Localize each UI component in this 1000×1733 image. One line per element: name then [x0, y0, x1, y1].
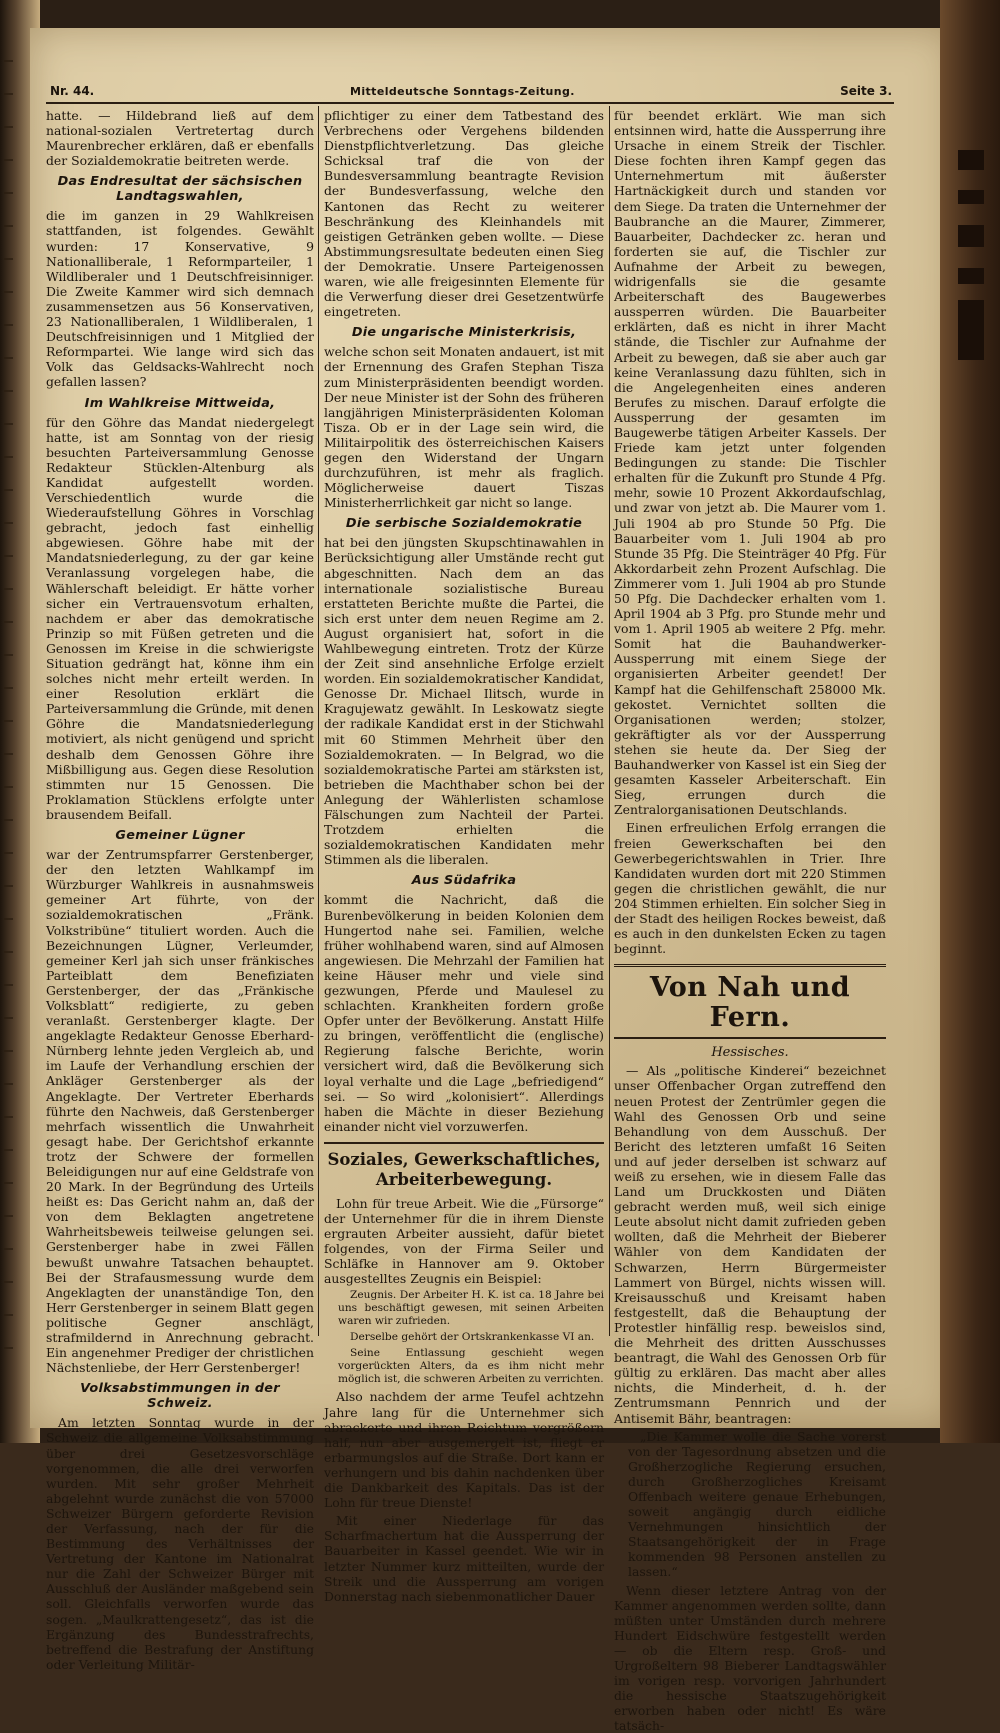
- column-1: [46, 108, 314, 1672]
- paragraph: war der Zentrumspfarrer Gerstenberger, der den letzten Wahlkampf im Würzburger Wahlkreis in ausnahmsweis gemeiner Art führte, von der sozialdemokratischen „Fränk. Volkstribüne“ tituliert worden. Auch die Bezeichnungen Lügner, Verleumder, gemeiner Kerl jah sich unser fränkisches Parteiblatt dem Benefiziaten Gerstenberger, der das „Fränkische Volksblatt“ redigierte, zu geben veranlaßt. Gerstenberger klagte. Der angeklagte Redakteur Genosse Eberhard-Nürnberg lehnte jeden Vergleich ab, und im Laufe der Verhandlung erschien der Ankläger Gerstenberger als der Angeklagte. Der Vertreter Eberhards führte den Nachweis, daß Gerstenberger mehrfach wissentlich die Unwahrheit gesagt habe. Der Gerichtshof erkannte trotz der Schwere der formellen Beleidigungen nur auf eine Geldstrafe von 20 Mark. In der Begründung des Urteils heißt es: Das Gericht nahm an, daß der von dem Beklagten angetretene Wahrheitsbeweis teilweise gelungen sei. Gerstenberger habe in zwei Fällen bewußt unwahre Tatsachen behauptet. Bei der Strafausmessung wurde dem Angeklagten der unanständige Ton, den Herr Gerstenberger in seinem Blatt gegen politische Gegner anschlägt, strafmildernd in Anrechnung gebracht. Ein angenehmer Prediger der christlichen Nächstenliebe, der Herr Gerstenberger!: [46, 847, 314, 1376]
- binding-mark: [4, 489, 13, 491]
- certificate-line: Seine Entlassung geschieht wegen vorgerückten Alters, da es ihm nicht mehr möglich ist, die schweren Arbeiten zu verrichten.: [338, 1347, 604, 1386]
- binding-mark: [4, 357, 13, 359]
- binding-mark: [4, 588, 13, 590]
- headline-saxon-elections: Das Endresultat der sächsischen Landtagswahlen,: [57, 174, 303, 205]
- binding-mark: [4, 1281, 13, 1283]
- headline-serbian-social-democracy: Die serbische Sozialdemokratie: [345, 516, 583, 532]
- binding-mark: [4, 522, 13, 524]
- binding-mark: [4, 192, 13, 194]
- binding-mark: [4, 819, 13, 821]
- binding-mark: [4, 1347, 13, 1349]
- binding-mark: [4, 1116, 13, 1118]
- column-3: [614, 108, 886, 1733]
- quote-text: „Die Kammer wolle die Sache vorerst von der Tagesordnung absetzen und die Großherzogliche Regierung ersuchen, durch Großherzogliches Kreisamt Offenbach weitere genaue Erhebungen, soweit angängig durch eidliche Vernehmungen hinsichtlich der Staatsangehörigkeit der in Frage kommenden 98 Personen anstellen zu lassen.“: [628, 1428, 886, 1580]
- binding-mark: [4, 1215, 13, 1217]
- binding-mark: [4, 390, 13, 392]
- binding-mark: [4, 687, 13, 689]
- binding-mark: [4, 324, 13, 326]
- binding-mark: [4, 720, 13, 722]
- binding-mark: [4, 93, 13, 95]
- headline-south-africa: Aus Südafrika: [411, 873, 517, 889]
- paragraph: Am letzten Sonntag wurde in der Schweiz die allgemeine Volksabstimmung über drei Gesetzesvorschläge vorgenommen, die alle drei verworfen wurden. Mit sehr großer Mehrheit abgelehnt wurde zunächst die von 57000 Schweizer Bürgern geforderte Revision der Verfassung, nach der für die Bestimmung des Verhältnisses der Vertretung der Kantone im Nationalrat nur die Zahl der Schweizer Bürger mit Ausschluß der Ausländer maßgebend sein soll. Gleichfalls verworfen wurde das sogen. „Maulkrattengesetz“, das ist die Ergänzung des Bundesstrafrechts, betreffend die Bestrafung der Anstiftung oder Verleitung Militär-: [46, 1415, 314, 1672]
- motion-quote: [628, 1429, 886, 1580]
- page-header: [50, 84, 892, 100]
- binding-mark: [4, 1083, 13, 1085]
- paragraph: welche schon seit Monaten andauert, ist mit der Ernennung des Grafen Stephan Tisza zum Ministerpräsidenten beendigt worden. Der neue Minister ist der Sohn des früheren langjährigen Ministerpräsidenten Koloman Tisza. Ob er in der Lage sein wird, die Militairpolitik des österreichischen Kaisers gegen den Widerstand der Ungarn durchzuführen, ist mehr als fraglich. Möglicherweise dauert Tiszas Ministerherrlichkeit gar nicht so lange.: [324, 344, 604, 511]
- headline-liar: Gemeiner Lügner: [115, 828, 245, 844]
- adjacent-page-edge: [940, 0, 1000, 1443]
- certificate-line: Zeugnis. Der Arbeiter H. K. ist ca. 18 Jahre bei uns beschäftigt gewesen, mit seinen Arbeiten waren wir zufrieden.: [338, 1289, 604, 1328]
- binding-mark: [4, 852, 13, 854]
- paragraph: die im ganzen in 29 Wahlkreisen stattfanden, ist folgendes. Gewählt wurden: 17 Konservative, 9 Nationalliberale, 1 Reformparteiler, 1 Wildliberaler und 1 Deutschfreisinniger. Die Zweite Kammer wird sich demnach zusammensetzen aus 56 Konservativen, 23 Nationalliberalen, 1 Wildliberalen, 1 Deutschfreisinnigen und 1 Mitglied der Reformpartei. Wie lange wird sich das Volk das Geldsacks-Wahlrecht noch gefallen lassen?: [46, 208, 314, 390]
- binding-mark: [4, 1017, 13, 1019]
- column-2: [324, 108, 604, 1604]
- binding-mark: [4, 126, 13, 128]
- headline-swiss-referendum: Volksabstimmungen in der Schweiz.: [80, 1381, 280, 1412]
- binding-mark: [4, 423, 13, 425]
- binding-mark: [4, 654, 13, 656]
- binding-mark: [4, 1314, 13, 1316]
- newspaper-name: Mitteldeutsche Sonntags-Zeitung.: [350, 85, 575, 98]
- binding-mark: [4, 1050, 13, 1052]
- binding-mark: [4, 984, 13, 986]
- subsection-hessian: Hessisches.: [711, 1045, 789, 1061]
- binding-mark: [4, 225, 13, 227]
- binding-mark: [4, 159, 13, 161]
- paragraph: Lohn für treue Arbeit. Wie die „Fürsorge“ der Unternehmer für die in ihrem Dienste ergrauten Arbeiter aussieht, dafür bietet folgendes, von der Firma Seiler und Schläfke in Hannover am 9. Oktober ausgestelltes Zeugnis ein Beispiel:: [324, 1195, 604, 1287]
- section-title-labour: Soziales, Gewerkschaftliches, Arbeiterbewegung.: [324, 1142, 604, 1190]
- page-number: Seite 3.: [840, 84, 892, 98]
- binding-mark: [4, 786, 13, 788]
- binding-mark: [4, 885, 13, 887]
- paragraph: Mit einer Niederlage für das Scharfmachertum hat die Aussperrung der Bauarbeiter in Kassel geendet. Wie wir in letzter Nummer kurz mitteilten, wurde der Streik und die Aussperrung am vorigen Donnerstag nach siebenmonatlicher Dauer: [324, 1513, 604, 1604]
- column-rule-1: [318, 106, 319, 1336]
- paragraph: Einen erfreulichen Erfolg errangen die freien Gewerkschaften bei den Gewerbegerichtswahlen in Trier. Ihre Kandidaten wurden dort mit 220 Stimmen gegen die christlichen gewählt, die nur 204 Stimmen erhielten. Ein solcher Sieg in der Stadt des heiligen Rockes beweist, daß es auch in den dunkelsten Ecken zu tagen beginnt.: [614, 820, 886, 957]
- binding-mark: [4, 291, 13, 293]
- binding-mark: [4, 1248, 13, 1250]
- paragraph: Wenn dieser letztere Antrag von der Kammer angenommen werden sollte, dann müßten unter Umständen durch mehrere Hundert Eidschwüre festgestellt werden — ob die Eltern resp. Groß- und Urgroßeltern 98 Bieberer Landtagswähler im vorigen resp. vorvorigen Jahrhundert die hessische Staatszugehörigkeit erworben haben oder nicht! Es wäre tatsäch-: [614, 1582, 886, 1733]
- binding-mark: [4, 60, 13, 62]
- binding-mark: [4, 621, 13, 623]
- binding-mark: [4, 951, 13, 953]
- certificate-quote: [338, 1289, 604, 1386]
- column-rule-2: [609, 106, 610, 1336]
- binding-mark: [4, 753, 13, 755]
- paragraph: hatte. — Hildebrand ließ auf dem national-sozialen Vertretertag durch Maurenbrecher erklären, daß er ebenfalls der Sozialdemokratie beitreten werde.: [46, 108, 314, 169]
- certificate-line: Derselbe gehört der Ortskrankenkasse VI an.: [350, 1331, 595, 1344]
- section-title-near-far: Von Nah und Fern.: [614, 964, 886, 1039]
- binding-mark: [4, 258, 13, 260]
- issue-number: Nr. 44.: [50, 84, 95, 98]
- binding-mark: [4, 918, 13, 920]
- binding-mark: [4, 555, 13, 557]
- paragraph: für beendet erklärt. Wie man sich entsinnen wird, hatte die Aussperrung ihre Ursache in einem Streik der Tischler. Diese fochten ihren Kampf gegen das Unternehmertum mit äußerster Hartnäckigkeit durch und standen vor dem Siege. Da traten die Unternehmer der Baubranche an die Maurer, Zimmerer, Bauarbeiter, Dachdecker zc. heran und forderten sie auf, die Tischler zur Aufnahme der Arbeit zu bewegen, widrigenfalls sie die gesamte Arbeiterschaft des Baugewerbes aussperren würden. Die Bauarbeiter erklärten, daß es nicht in ihrer Macht stände, die Tischler zur Aufnahme der Arbeit zu bewegen, daß sie aber auch gar keine Veranlassung dazu fühlten, sich in die Angelegenheiten eines anderen Berufes zu mischen. Darauf erfolgte die Aussperrung der gesamten im Baugewerbe tätigen Arbeiter Kassels. Der Friede kam jetzt unter folgenden Bedingungen zu stande: Die Tischler erhalten für die Zukunft pro Stunde 4 Pfg. mehr, sowie 10 Prozent Akkordaufschlag, und zwar von jetzt ab. Die Maurer vom 1. Juli 1904 ab pro Stunde 50 Pfg. Die Bauarbeiter vom 1. Juli 1904 ab pro Stunde 35 Pfg. Die Steinträger 40 Pfg. Für Akkordarbeit zehn Prozent Aufschlag. Die Zimmerer vom 1. Juli 1904 ab pro Stunde 50 Pfg. Die Dachdecker erhalten vom 1. April 1904 ab 3 Pfg. pro Stunde mehr und vom 1. April 1905 ab weitere 2 Pfg. mehr. Somit hat die Bauhandwerker-Aussperrung mit einem Siege der organisierten Arbeiter geendet! Der Kampf hat die Gehilfenschaft 258000 Mk. gekostet. Vernichtet sollten die Organisationen werden; stolzer, gekräftigter als vor der Aussperrung stehen sie heute da. Der Sieg der Bauhandwerker von Kassel ist ein Sieg der gesamten Kasseler Arbeiterschaft. Ein Sieg, errungen durch die Zentralorganisationen Deutschlands.: [614, 108, 886, 818]
- paragraph: pflichtiger zu einer dem Tatbestand des Verbrechens oder Vergehens bildenden Dienstpflichtverletzung. Das gleiche Schicksal traf die von der Bundesversammlung beantragte Revision der Bundesverfassung, welche den Kantonen das Recht zu weiterer Beschränkung des Kleinhandels mit geistigen Getränken geben wollte. — Diese Abstimmungsresultate bedeuten einen Sieg der Demokratie. Unsere Parteigenossen waren, wie alle freigesinnten Elemente für die Verwerfung dieser drei Gesetzentwürfe eingetreten.: [324, 108, 604, 320]
- paragraph: kommt die Nachricht, daß die Burenbevölkerung in beiden Kolonien dem Hungertod nahe sei. Familien, welche früher wohlhabend waren, sind auf Almosen angewiesen. Die Mehrzahl der Familien hat keine Häuser mehr und viele sind gezwungen, Pferde und Maulesel zu schlachten. Krankheiten fordern große Opfer unter der Bevölkerung. Anstatt Hilfe zu bringen, veröffentlicht die (englische) Regierung falsche Berichte, worin versichert wird, daß die Bevölkerung sich loyal verhalte und die Lage „befriedigend“ sei. — So wird „kolonisiert“. Allerdings haben die Mächte in dieser Beziehung einander nicht viel vorzuwerfen.: [324, 892, 604, 1134]
- headline-hungarian-crisis: Die ungarische Ministerkrisis,: [351, 325, 577, 341]
- paragraph: hat bei den jüngsten Skupschtinawahlen in Berücksichtigung aller Umstände recht gut abgeschnitten. Nach dem an das internationale sozialistische Bureau erstatteten Berichte mußte die Partei, die sich erst unter dem neuen Regime am 2. August organisiert hat, sofort in die Wahlbewegung eintreten. Trotz der Kürze der Zeit sind ansehnliche Erfolge erzielt worden. Ein sozialdemokratischer Kandidat, Genosse Dr. Michael Ilitsch, wurde in Kragujewatz gewählt. In Leskowatz siegte der radikale Kandidat erst in der Stichwahl mit 60 Stimmen Mehrheit über den Sozialdemokraten. — In Belgrad, wo die sozialdemokratische Partei am stärksten ist, betrieben die Machthaber schon bei der Anlegung der Wählerlisten schamlose Fälschungen zum Nachteil der Partei. Trotzdem erhielten die sozialdemokratischen Kandidaten mehr Stimmen als die liberalen.: [324, 535, 604, 868]
- paragraph: Also nachdem der arme Teufel achtzehn Jahre lang für die Unternehmer sich abrackerte und ihren Reichtum vergrößern half, nun aber ausgemergelt ist, fliegt er erbarmungslos auf die Straße. Dort kann er verhungern und bis dahin nachdenken über die Dankbarkeit des Kapitals. Das ist der Lohn für treue Dienste!: [324, 1389, 604, 1511]
- headline-mittweida: Im Wahlkreise Mittweida,: [84, 395, 276, 411]
- paragraph: — Als „politische Kinderei“ bezeichnet unser Offenbacher Organ zutreffend den neuen Protest der Zentrümler gegen die Wahl des Genossen Orb und seine Behandlung von dem Ausschuß. Der Bericht des letzteren umfaßt 16 Seiten und auf jeder derselben ist schwarz auf weiß zu ersehen, wie in diesem Falle das Land um Druckkosten und Diäten gebracht werden muß, weil sich einige Leute absolut nicht damit zufrieden geben wollten, daß die Mehrheit der Bieberer Wähler von dem Kandidaten der Schwarzen, Herrn Bürgermeister Lammert von Bürgel, nichts wissen will. Kreisausschuß und Kreisamt haben festgestellt, daß die Behauptung der Protestler hinfällig resp. beweislos sind, die Mehrheit des dritten Ausschusses beantragt, die Wahl des Genossen Orb für gültig zu erklären. Das macht aber alles nichts, die Minderheit, d. h. der Zentrumsmann Pennrich und der Antisemit Bähr, beantragen:: [614, 1063, 886, 1426]
- binding-mark: [4, 1149, 13, 1151]
- binding-mark: [4, 456, 13, 458]
- paragraph: für den Göhre das Mandat niedergelegt hatte, ist am Sonntag von der riesig besuchten Parteiversammlung Genosse Redakteur Stücklen-Altenburg als Kandidat aufgestellt worden. Verschiedentlich wurde die Wiederaufstellung Göhres in Vorschlag gebracht, jedoch fast einhellig abgewiesen. Göhre habe mit der Mandatsniederlegung, zu der gar keine Veranlassung vorgelegen habe, die Wählerschaft beleidigt. Er hätte vorher sicher ein Vertrauensvotum erhalten, nachdem er aber das demokratische Prinzip so mit Füßen getreten und die Genossen im Kreise in die schwierigste Situation gedrängt hat, könne ihm ein solches nicht mehr erteilt werden. In einer Resolution erklärt die Parteiversammlung die Gründe, mit denen Göhre die Mandatsniederlegung motiviert, als nicht genügend und spricht deshalb dem Genossen Göhre ihre Mißbilligung aus. Gegen diese Resolution stimmten nur 15 Genossen. Die Proklamation Stücklens erfolgte unter brausendem Beifall.: [46, 414, 314, 822]
- binding-mark: [4, 1182, 13, 1184]
- header-rule: [46, 102, 894, 104]
